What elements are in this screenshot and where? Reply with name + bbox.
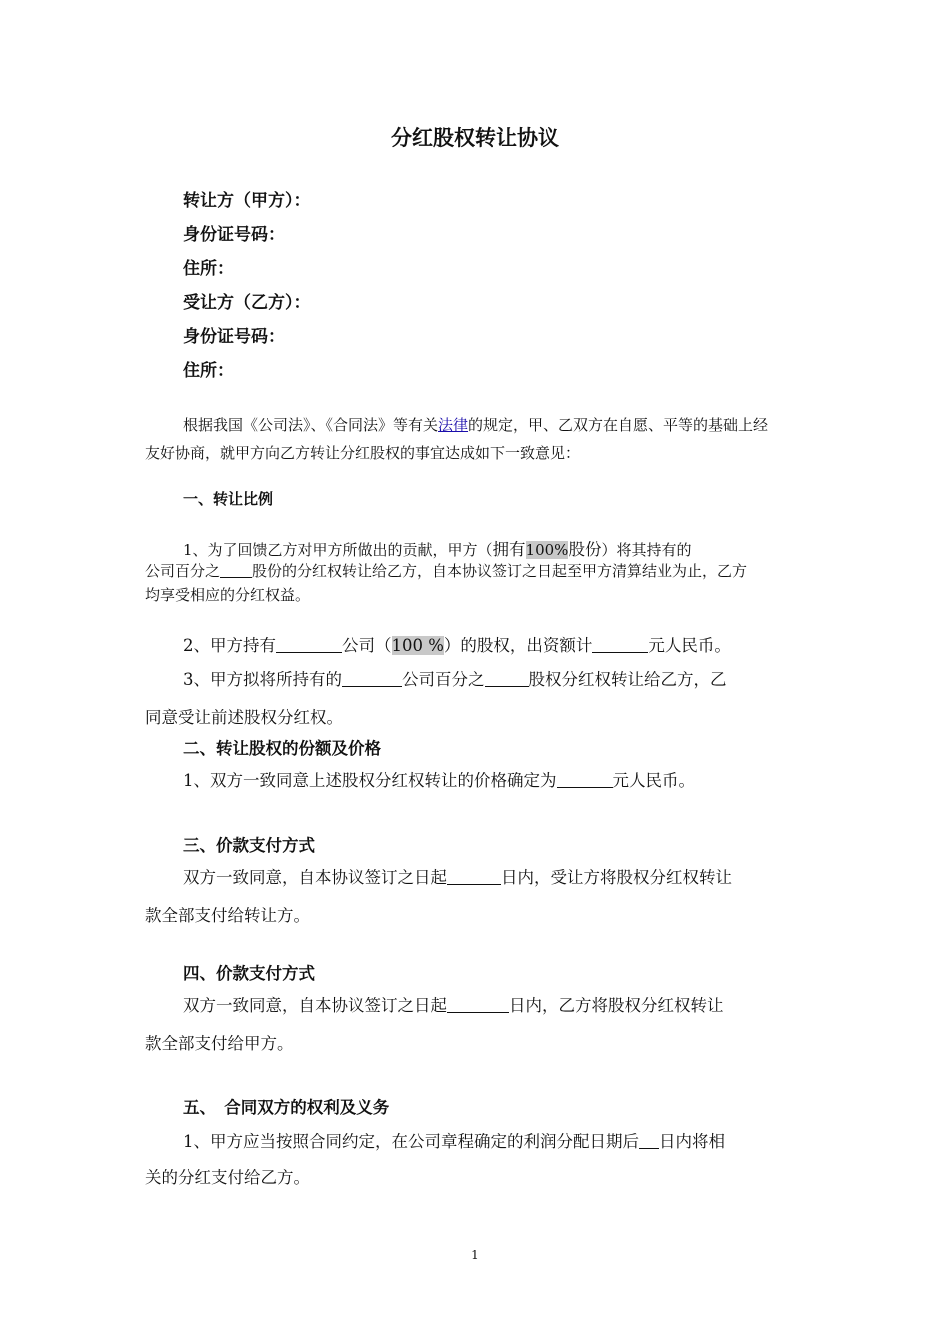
text: 日内将相 — [659, 1132, 725, 1151]
text: 公司百分之 — [402, 670, 485, 689]
preamble-text: 根据我国《公司法》、《合同法》等有关 — [183, 416, 439, 434]
blank-line — [485, 670, 529, 688]
text: 1、甲方应当按照合同约定，在公司章程确定的利润分配日期后 — [183, 1132, 639, 1151]
blank-line — [276, 636, 342, 654]
transferor-label: 转让方（甲方）： — [183, 191, 311, 211]
document-title: 分红股权转让协议 — [391, 126, 559, 150]
highlight-percent: 100 % — [391, 636, 444, 655]
text: 股份 — [568, 540, 602, 559]
section-1-p1-line-2 — [145, 560, 747, 581]
section-1-p3-line-1 — [183, 666, 727, 690]
section-1-heading: 一、转让比例 — [183, 490, 274, 508]
transferee-address-label: 住所： — [183, 361, 234, 381]
text: 1、为了回馈乙方对甲方所做出的贡献，甲方（ — [183, 541, 493, 559]
section-5-heading: 五、 合同双方的权利及义务 — [183, 1098, 390, 1117]
text: 双方一致同意，自本协议签订之日起 — [183, 868, 447, 887]
text: 1、双方一致同意上述股权分红权转让的价格确定为 — [183, 771, 557, 790]
section-3-line-1 — [183, 864, 732, 888]
blank-line — [557, 771, 613, 789]
text: 3、甲方拟将所持有的 — [183, 670, 342, 689]
section-1-p1-line-1 — [183, 536, 691, 560]
text: 拥有 — [492, 540, 526, 559]
text: 公司（ — [342, 636, 392, 655]
section-2-heading: 二、转让股权的份额及价格 — [183, 739, 381, 758]
transferor-id-label: 身份证号码： — [183, 225, 285, 245]
law-link[interactable]: 法律 — [438, 416, 469, 434]
blank-line — [220, 562, 252, 578]
section-2-p1 — [183, 767, 695, 791]
text: ）将其持有的 — [601, 541, 692, 559]
section-3-heading: 三、价款支付方式 — [183, 836, 315, 855]
transferee-label: 受让方（乙方）： — [183, 293, 311, 313]
text: 元人民币。 — [612, 771, 695, 790]
transferor-address-label: 住所： — [183, 259, 234, 279]
section-4-line-2: 款全部支付给甲方。 — [145, 1034, 294, 1053]
section-1-p3-line-2: 同意受让前述股权分红权。 — [145, 708, 343, 727]
section-1-p1-line-3: 均享受相应的分红权益。 — [145, 586, 311, 604]
page-number: 1 — [471, 1248, 479, 1262]
text: 股权分红权转让给乙方，乙 — [528, 670, 727, 689]
blank-line — [592, 636, 648, 654]
section-4-heading: 四、价款支付方式 — [183, 964, 315, 983]
transferee-id-label: 身份证号码： — [183, 327, 285, 347]
highlight-percent: 100% — [525, 541, 569, 559]
blank-line — [447, 868, 501, 886]
section-1-p2 — [183, 632, 731, 656]
text: 元人民币。 — [648, 636, 731, 655]
section-5-line-2: 关的分红支付给乙方。 — [145, 1168, 310, 1187]
section-3-line-2: 款全部支付给转让方。 — [145, 906, 310, 925]
preamble-text: 的规定，甲、乙双方在自愿、平等的基础上经 — [468, 416, 769, 434]
text: 股份的分红权转让给乙方，自本协议签订之日起至甲方清算结业为止，乙方 — [252, 562, 748, 580]
text: ）的股权，出资额计 — [443, 636, 593, 655]
text: 日内，受让方将股权分红权转让 — [501, 868, 732, 887]
section-4-line-1 — [183, 992, 724, 1016]
text: 双方一致同意，自本协议签订之日起 — [183, 996, 447, 1015]
blank-line — [447, 996, 509, 1014]
text: 公司百分之 — [145, 562, 221, 580]
blank-line — [639, 1132, 659, 1150]
blank-line — [342, 670, 402, 688]
section-5-line-1 — [183, 1128, 725, 1152]
text: 2、甲方持有 — [183, 636, 276, 655]
preamble-line-1 — [183, 414, 768, 435]
text: 日内，乙方将股权分红权转让 — [509, 996, 724, 1015]
preamble-line-2: 友好协商，就甲方向乙方转让分红股权的事宜达成如下一致意见： — [145, 444, 581, 462]
